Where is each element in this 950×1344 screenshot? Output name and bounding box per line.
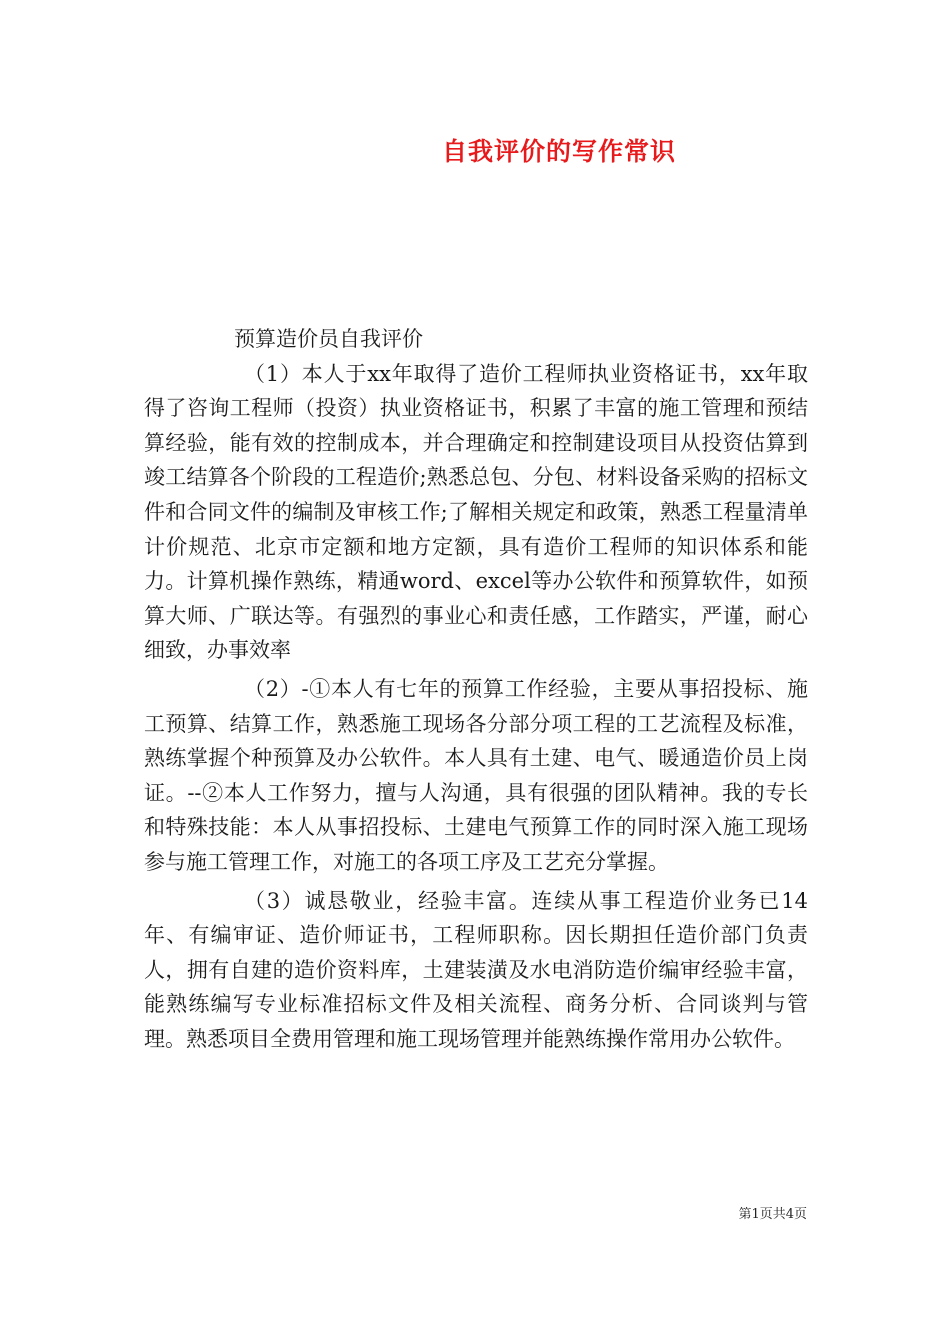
document-body — [144, 322, 808, 1056]
paragraph-1: （1）本人于xx年取得了造价工程师执业资格证书，xx年取得了咨询工程师（投资）执业资格证书，积累了丰富的施工管理和预结算经验，能有效的控制成本，并合理确定和控制建设项目从投资估算到竣工结算各个阶段的工程造价;熟悉总包、分包、材料设备采购的招标文件和合同文件的编制及审核工作;了解相关规定和政策，熟悉工程量清单计价规范、北京市定额和地方定额，具有造价工程师的知识体系和能力。计算机操作熟练，精通word、excel等办公软件和预算软件，如预算大师、广联达等。有强烈的事业心和责任感，工作踏实，严谨，耐心细致，办事效率 — [144, 361, 808, 663]
page-title: 自我评价的写作常识 — [441, 137, 676, 166]
paragraph-2: （2）-①本人有七年的预算工作经验，主要从事招投标、施工预算、结算工作，熟悉施工现场各分部分项工程的工艺流程及标准，熟练掌握个种预算及办公软件。本人具有土建、电气、暖通造价员上岗证。--②本人工作努力，擅与人沟通，具有很强的团队精神。我的专长和特殊技能：本人从事招投标、土建电气预算工作的同时深入施工现场参与施工管理工作，对施工的各项工序及工艺充分掌握。 — [144, 676, 808, 874]
page-number: 第1页共4页 — [738, 1207, 807, 1222]
section-heading: 预算造价员自我评价 — [234, 327, 423, 351]
paragraph-3: （3）诚恳敬业，经验丰富。连续从事工程造价业务已14年、有编审证、造价师证书，工程师职称。因长期担任造价部门负责人，拥有自建的造价资料库，土建装潢及水电消防造价编审经验丰富，能熟练编写专业标准招标文件及相关流程、商务分析、合同谈判与管理。熟悉项目全费用管理和施工现场管理并能熟练操作常用办公软件。 — [144, 888, 808, 1051]
